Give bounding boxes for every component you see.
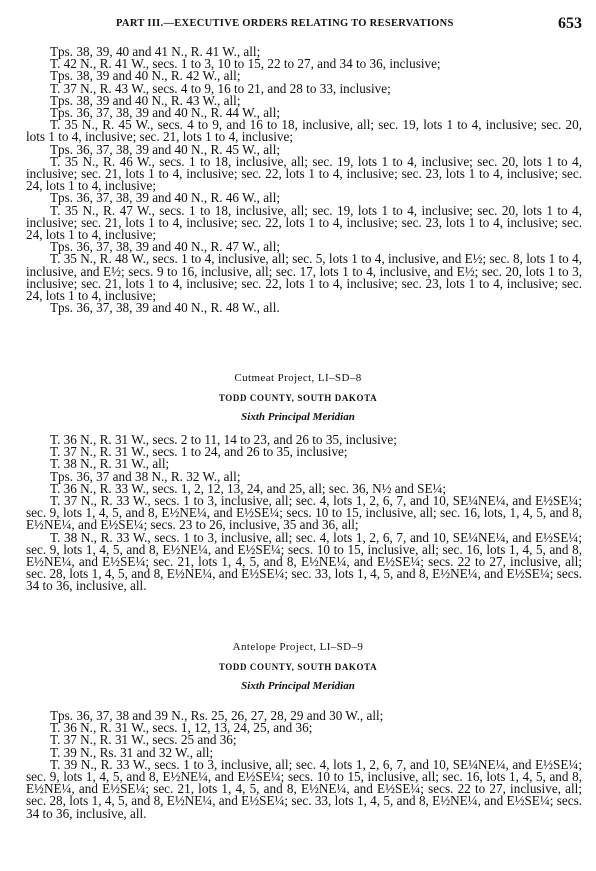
paragraph: T. 35 N., R. 45 W., secs. 4 to 9, and 16 to 18, inclusive, all; sec. 19, lots 1 to 4, inclusive; sec. 20, lots 1 to 4, inclusive; sec. 21, lots 1 to 4, inclusive; bbox=[26, 117, 582, 145]
section-3-county: TODD COUNTY, SOUTH DAKOTA bbox=[218, 662, 378, 672]
paragraph: T. 35 N., R. 46 W., secs. 1 to 18, inclusive, all; sec. 19, lots 1 to 4, inclusive; sec. 20, lots 1 to 4, inclusive; sec. 21, lots 1 to 4, inclusive; sec. 22, lots 1 to 4, inclusive; sec. 23, lots 1 to 4, inclusive; sec. 24, lots 1 to 4, inclusive; bbox=[26, 153, 582, 194]
section-2-meridian: Sixth Principal Meridian bbox=[241, 411, 355, 423]
paragraph: T. 39 N., Rs. 31 and 32 W., all; bbox=[50, 744, 214, 760]
section-2-title: Cutmeat Project, LI–SD–8 bbox=[234, 372, 362, 384]
paragraph: Tps. 36, 37, 38, 39 and 40 N., R. 45 W., all; bbox=[50, 141, 281, 157]
paragraph: T. 37 N., R. 31 W., secs. 25 and 36; bbox=[50, 732, 237, 748]
paragraph: T. 37 N., R. 31 W., secs. 1 to 24, and 26 to 35, inclusive; bbox=[50, 444, 348, 460]
section-1-text bbox=[26, 46, 582, 314]
paragraph: T. 35 N., R. 48 W., secs. 1 to 4, inclusive, all; sec. 5, lots 1 to 4, inclusive, and E½; sec. 8, lots 1 to 4, inclusive, and E½; secs. 9 to 16, inclusive, all; sec. 17, lots 1 to 4, inclusive, and E½; sec. 20, lots 1 to 3, inclusive; sec. 21, lots 1 to 4, inclusive; sec. 22, lots 1 to 4, inclusive; sec. 23, lots 1 to 4, inclusive; sec. 24, lots 1 to 4, inclusive; bbox=[26, 251, 582, 304]
paragraph: T. 35 N., R. 47 W., secs. 1 to 18, inclusive, all; sec. 19, lots 1 to 4, inclusive; sec. 20, lots 1 to 4, inclusive; sec. 21, lots 1 to 4, inclusive; sec. 22, lots 1 to 4, inclusive; sec. 23, lots 1 to 4, inclusive; sec. 24, lots 1 to 4, inclusive; bbox=[26, 202, 582, 243]
paragraph: Tps. 36, 37, 38, 39 and 40 N., R. 47 W., all; bbox=[50, 239, 281, 255]
paragraph: T. 38 N., R. 33 W., secs. 1 to 3, inclusive, all; sec. 4, lots 1, 2, 6, 7, and 10, SE¼NE¼, and E½SE¼; sec. 9, lots 1, 4, 5, and 8, E½NE¼, and E½SE¼; secs. 10 to 15, inclusive, all; sec. 16, lots 1, 4, 5, and 8, E½NE¼, and E½SE¼; sec. 21, lots 1, 4, 5, and 8, E½NE¼, and E½SE¼; secs. 22 to 27, inclusive, all; sec. 28, lots 1, 4, 5, and 8, E½NE¼, and E½SE¼; sec. 33, lots 1, 4, 5, and 8, E½NE¼, and E½SE¼; secs. 34 to 36, inclusive, all. bbox=[26, 529, 582, 594]
section-3-meridian: Sixth Principal Meridian bbox=[241, 680, 355, 692]
paragraph: T. 37 N., R. 43 W., secs. 4 to 9, 16 to 21, and 28 to 33, inclusive; bbox=[50, 80, 391, 96]
paragraph: T. 42 N., R. 41 W., secs. 1 to 3, 10 to 15, 22 to 27, and 34 to 36, inclusive; bbox=[50, 56, 441, 72]
paragraph: Tps. 36, 37, 38 and 39 N., Rs. 25, 26, 27, 28, 29 and 30 W., all; bbox=[50, 708, 384, 723]
paragraph: T. 38 N., R. 31 W., all; bbox=[50, 456, 170, 472]
page-number: 653 bbox=[558, 15, 582, 32]
paragraph: T. 36 N., R. 31 W., secs. 1, 12, 13, 24, 25, and 36; bbox=[50, 720, 313, 736]
header-title: PART III.—EXECUTIVE ORDERS RELATING TO RESERVATIONS bbox=[116, 18, 454, 29]
paragraph: Tps. 38, 39 and 40 N., R. 42 W., all; bbox=[50, 68, 241, 84]
paragraph: Tps. 36, 37, 38, 39 and 40 N., R. 48 W., all. bbox=[50, 300, 280, 316]
paragraph: Tps. 36, 37, 38, 39 and 40 N., R. 46 W., all; bbox=[50, 190, 281, 206]
paragraph: Tps. 36, 37, 38, 39 and 40 N., R. 44 W., all; bbox=[50, 105, 281, 121]
paragraph: Tps. 36, 37 and 38 N., R. 32 W., all; bbox=[50, 468, 241, 484]
running-header bbox=[0, 15, 596, 38]
paragraph: Tps. 38, 39, 40 and 41 N., R. 41 W., all; bbox=[50, 44, 261, 59]
section-2-text bbox=[26, 434, 582, 593]
paragraph: T. 36 N., R. 31 W., secs. 2 to 11, 14 to 23, and 26 to 35, inclusive; bbox=[50, 432, 397, 447]
section-2-county: TODD COUNTY, SOUTH DAKOTA bbox=[218, 393, 378, 403]
paragraph: T. 39 N., R. 33 W., secs. 1 to 3, inclusive, all; sec. 4, lots 1, 2, 6, 7, and 10, SE¼NE¼, and E½SE¼; sec. 9, lots 1, 4, 5, and 8, E½NE¼, and E½SE¼; secs. 10 to 15, inclusive, all; sec. 16, lots 1, 4, 5, and 8, E½NE¼, and E½SE¼; sec. 21, lots 1, 4, 5, and 8, E½NE¼, and E½SE¼; secs. 22 to 27, inclusive, all; sec. 28, lots 1, 4, 5, and 8, E½NE¼, and E½SE¼; sec. 33, lots 1, 4, 5, and 8, E½NE¼, and E½SE¼; secs. 34 to 36, inclusive, all. bbox=[26, 756, 582, 821]
paragraph: Tps. 38, 39 and 40 N., R. 43 W., all; bbox=[50, 92, 241, 108]
paragraph: T. 37 N., R. 33 W., secs. 1 to 3, inclusive, all; sec. 4, lots 1, 2, 6, 7, and 10, SE¼NE¼, and E½SE¼; sec. 9, lots 1, 4, 5, and 8, E½NE¼, and E½SE¼; secs. 10 to 15, inclusive, all; sec. 16, lots, 1, 4, 5, and 8, E½NE¼, and E½SE¼; secs. 23 to 26, inclusive, 35 and 36, all; bbox=[26, 493, 582, 533]
section-3-title: Antelope Project, LI–SD–9 bbox=[232, 641, 364, 653]
paragraph: T. 36 N., R. 33 W., secs. 1, 2, 12, 13, 24, and 25, all; sec. 36, N½ and SE¼; bbox=[50, 480, 447, 496]
section-3-text bbox=[26, 710, 582, 820]
